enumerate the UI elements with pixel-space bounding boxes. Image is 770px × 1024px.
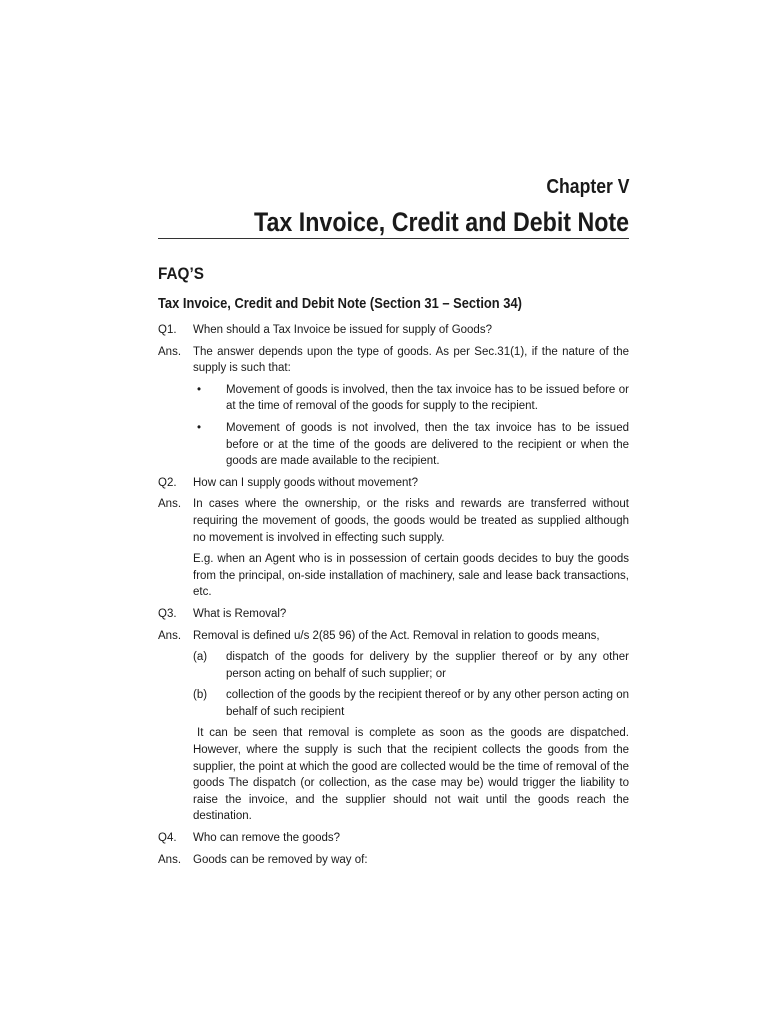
q1-question-text: When should a Tax Invoice be issued for supply of Goods? (193, 324, 492, 336)
q3-item-a (193, 649, 629, 682)
q3-item-b-text: collection of the goods by the recipient thereof or by any other person acting on behalf of such recipient (226, 689, 629, 718)
q1-bullet-item (193, 382, 629, 415)
title-divider (158, 238, 629, 239)
q3-answer-text: Removal is defined u/s 2(85 96) of the Act. Removal in relation to goods means, (193, 629, 600, 642)
q1-bullet-item (193, 420, 629, 470)
q4-label: Q4. (158, 832, 177, 845)
q2-label: Q2. (158, 476, 177, 489)
q2-question (158, 475, 629, 492)
ans-label: Ans. (158, 498, 182, 511)
section-heading: Tax Invoice, Credit and Debit Note (Section 31 – Section 34) (158, 295, 522, 312)
ans-label: Ans. (158, 853, 182, 866)
q3-answer (158, 628, 629, 645)
q3-item-a-text: dispatch of the goods for delivery by the supplier thereof or by any other person acting on behalf of such supplier; or (226, 651, 629, 680)
q3-item-b (193, 687, 629, 720)
item-b-label: (b) (193, 689, 208, 702)
q4-answer-text: Goods can be removed by way of: (193, 853, 368, 866)
q3-question-text: What is Removal? (193, 607, 287, 620)
q4-question (158, 830, 629, 847)
q1-answer-text: The answer depends upon the type of goods. As per Sec.31(1), if the nature of the supply is such that: (193, 345, 629, 375)
faq-body (158, 322, 629, 873)
q2-question-text: How can I supply goods without movement? (193, 476, 419, 489)
q2-example: E.g. when an Agent who is in possession of certain goods decides to buy the goods from the principal, on-side installation of machinery, sale and lease back transactions, etc. (193, 553, 629, 599)
bullet-icon: • (197, 421, 202, 434)
item-a-label: (a) (193, 651, 208, 664)
ans-label: Ans. (158, 345, 182, 358)
q1-label: Q1. (158, 324, 177, 336)
faqs-heading: FAQ’S (158, 264, 204, 283)
bullet-icon: • (197, 383, 202, 396)
q3-note: It can be seen that removal is complete as soon as the goods are dispatched. However, where the supply is such that the recipient collects the goods from the supplier, the point at which the good are collected would be the time of removal of the goods The dispatch (or collection, as the case may be) would trigger the liability to raise the invoice, and the supplier should not wait until the goods reach the destination. (193, 727, 629, 823)
q2-answer-text: In cases where the ownership, or the risks and rewards are transferred without requiring the movement of goods, the goods would be treated as supplied although no movement is involved in effecting such supply. (193, 498, 629, 544)
ans-label: Ans. (158, 629, 182, 642)
q1-question (158, 322, 629, 339)
q1-answer (158, 344, 629, 377)
chapter-label: Chapter V (545, 176, 629, 198)
q3-label: Q3. (158, 607, 177, 620)
q4-answer (158, 852, 629, 869)
q1-bullet-text: Movement of goods is involved, then the tax invoice has to be issued before or at the time of removal of the goods for supply to the recipient. (226, 383, 629, 413)
chapter-title: Tax Invoice, Credit and Debit Note (253, 207, 629, 237)
q3-question (158, 606, 629, 623)
q2-answer (158, 496, 629, 546)
q4-question-text: Who can remove the goods? (193, 832, 341, 845)
q1-bullet-text: Movement of goods is not involved, then the tax invoice has to be issued before or at the time of the goods are delivered to the recipient or when the goods are made available to the recipient. (226, 421, 629, 468)
